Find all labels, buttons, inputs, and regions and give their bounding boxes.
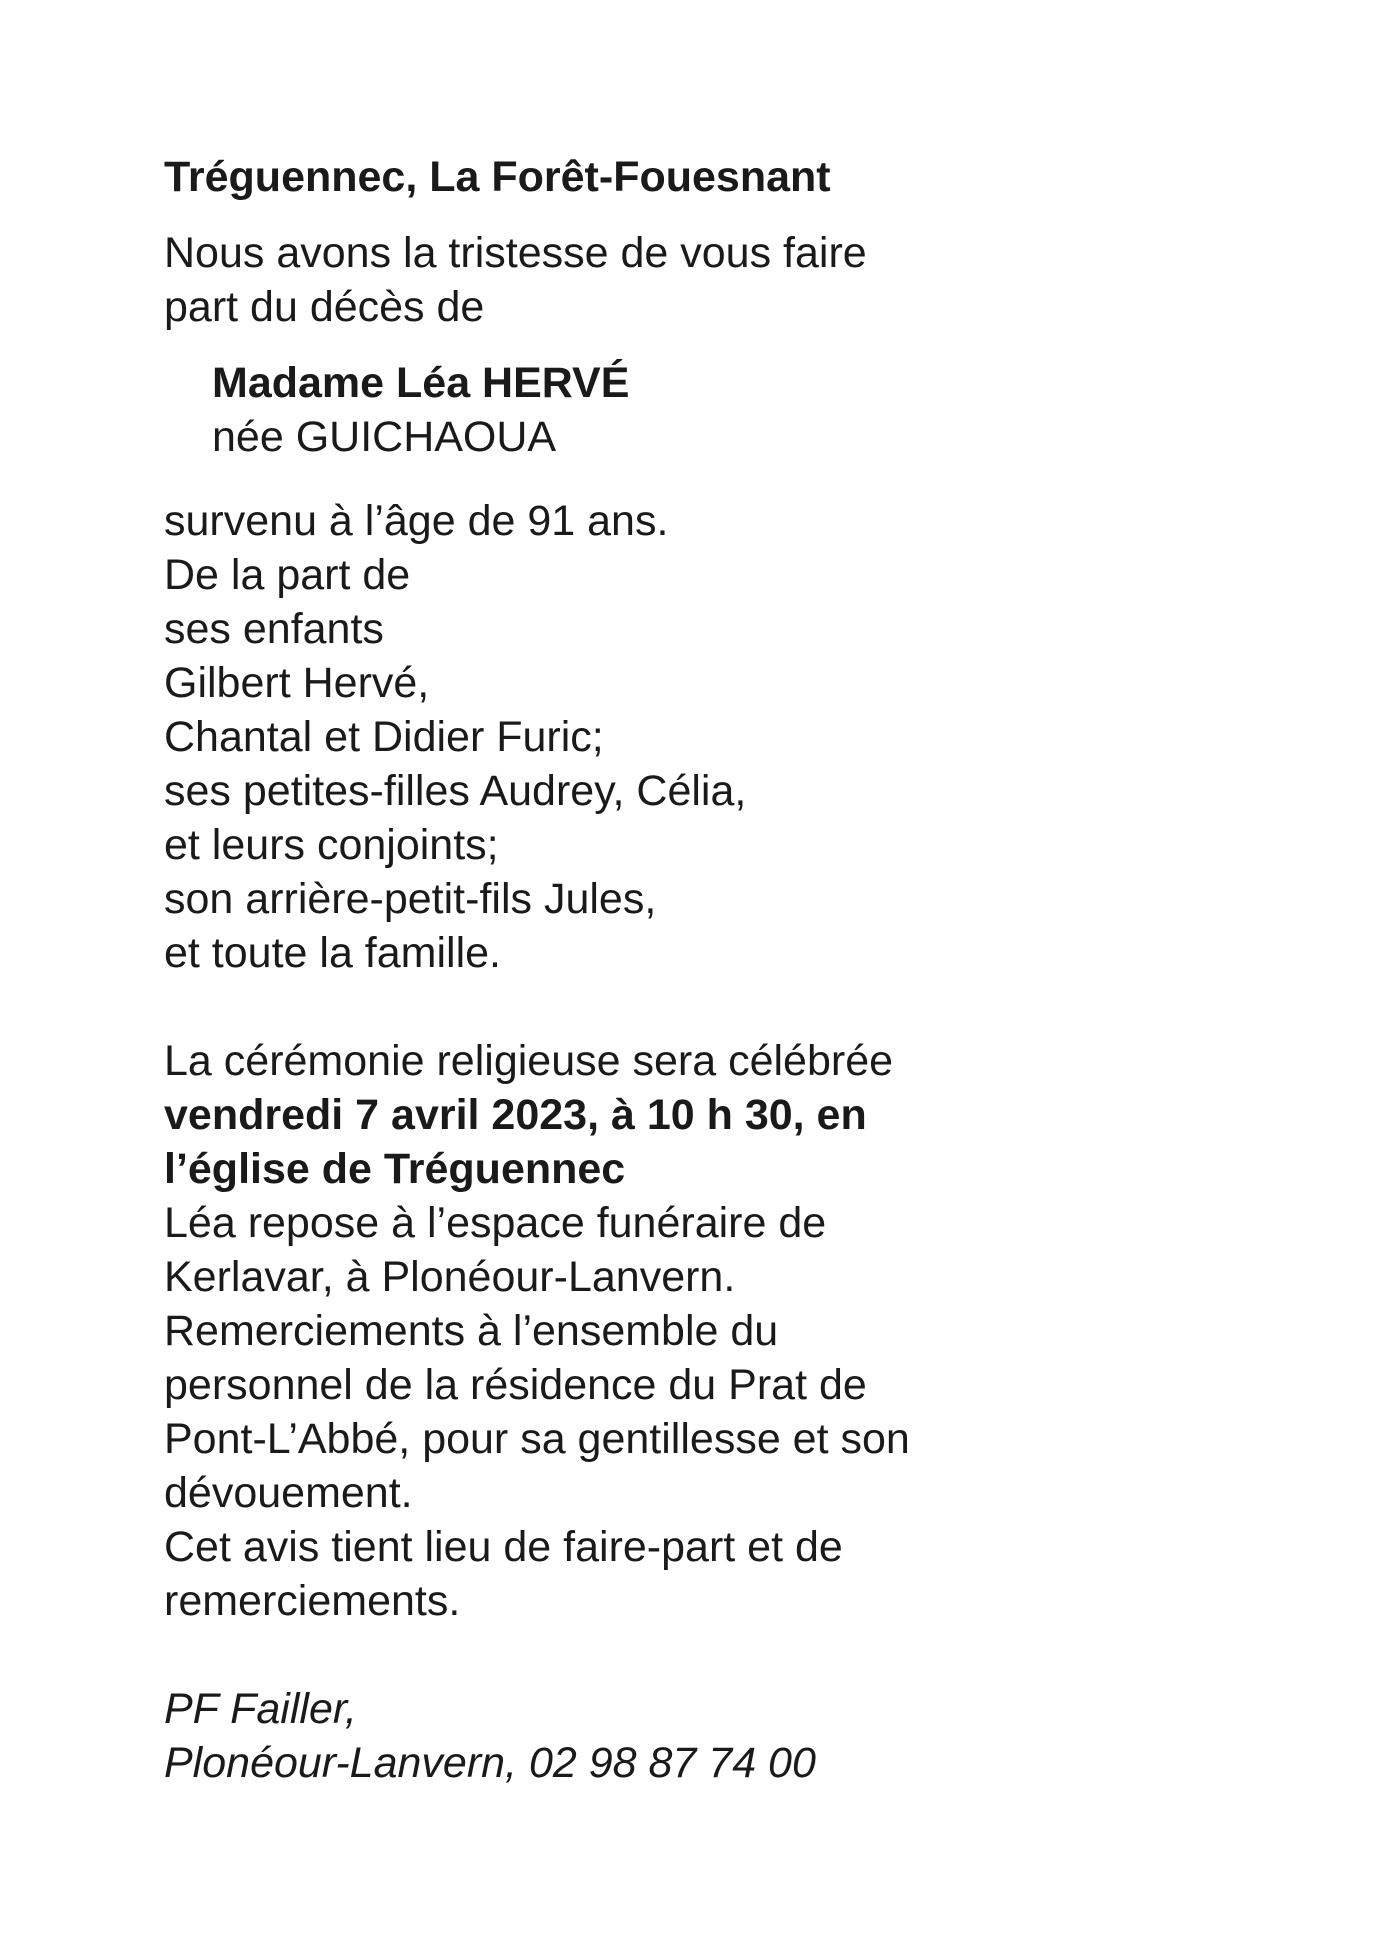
ceremony-paragraph (164, 1034, 1264, 1628)
ceremony-detail-line: Pont-L’Abbé, pour sa gentillesse et son (164, 1415, 910, 1463)
family-paragraph (164, 494, 1264, 980)
ceremony-detail-line: remerciements. (164, 1577, 461, 1625)
ceremony-detail-line: dévouement. (164, 1469, 413, 1517)
intro-paragraph (164, 226, 1264, 334)
family-line: et toute la famille. (164, 929, 502, 977)
family-line: ses enfants (164, 605, 384, 653)
location-heading: Tréguennec, La Forêt-Fouesnant (164, 153, 831, 201)
family-line: Chantal et Didier Furic; (164, 713, 604, 761)
ceremony-intro: La cérémonie religieuse sera célébrée (164, 1037, 894, 1085)
ceremony-detail-line: Cet avis tient lieu de faire-part et de (164, 1523, 843, 1571)
intro-line: part du décès de (164, 283, 485, 331)
family-line: et leurs conjoints; (164, 821, 499, 869)
family-line: De la part de (164, 551, 411, 599)
deceased-name: Madame Léa HERVÉ (212, 359, 630, 407)
ceremony-detail-line: Léa repose à l’espace funéraire de (164, 1199, 827, 1247)
ceremony-detail-line: personnel de la résidence du Prat de (164, 1361, 867, 1409)
deceased-block (212, 356, 1264, 464)
ceremony-detail-line: Kerlavar, à Plonéour-Lanvern. (164, 1253, 736, 1301)
family-line: son arrière-petit-fils Jules, (164, 875, 657, 923)
obituary-notice (164, 150, 1264, 1790)
intro-line: Nous avons la tristesse de vous faire (164, 229, 867, 277)
funeral-home-contact: Plonéour-Lanvern, 02 98 87 74 00 (164, 1739, 816, 1787)
ceremony-detail-line: Remerciements à l’ensemble du (164, 1307, 779, 1355)
family-line: ses petites-filles Audrey, Célia, (164, 767, 747, 815)
ceremony-place: l’église de Tréguennec (164, 1145, 626, 1193)
ceremony-date: vendredi 7 avril 2023, à 10 h 30, en (164, 1091, 867, 1139)
maiden-name: née GUICHAOUA (212, 413, 557, 461)
family-line: Gilbert Hervé, (164, 659, 430, 707)
funeral-home-signature (164, 1682, 1264, 1790)
funeral-home-name: PF Failler, (164, 1685, 357, 1733)
family-line: survenu à l’âge de 91 ans. (164, 497, 669, 545)
